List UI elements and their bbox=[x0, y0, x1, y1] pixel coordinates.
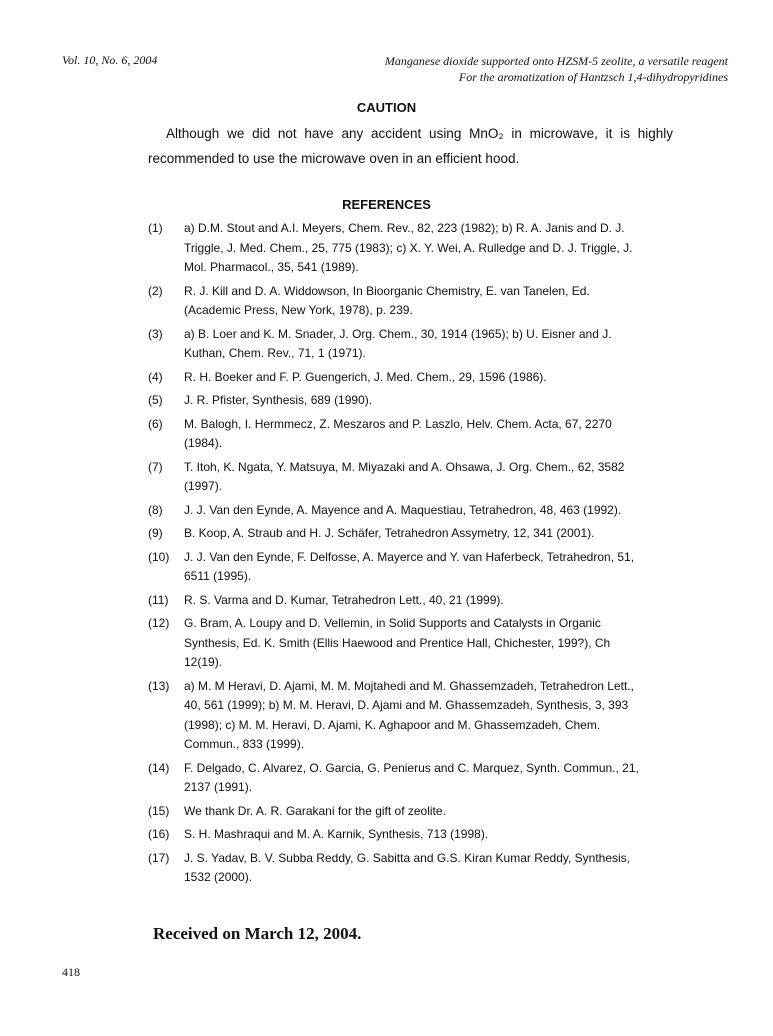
reference-text bbox=[184, 677, 688, 755]
reference-number: (10) bbox=[148, 549, 170, 564]
reference-item bbox=[148, 759, 688, 798]
reference-line: J. S. Yadav, B. V. Subba Reddy, G. Sabitta and G.S. Kiran Kumar Reddy, Synthesis, bbox=[184, 850, 631, 865]
reference-text bbox=[184, 849, 688, 888]
page-number: 418 bbox=[62, 965, 80, 979]
caution-line-1: Although we did not have any accident using MnO₂ in microwave, it is highly bbox=[166, 126, 673, 141]
caution-paragraph bbox=[148, 121, 673, 171]
reference-text bbox=[184, 759, 688, 798]
reference-number: (9) bbox=[148, 526, 163, 540]
reference-line: (1998); c) M. M. Heravi, D. Ajami, K. Aghapoor and M. Ghassemzadeh, Chem. bbox=[184, 717, 601, 732]
reference-number: (4) bbox=[148, 369, 163, 384]
reference-number: (14) bbox=[148, 760, 170, 775]
reference-number: (16) bbox=[148, 827, 170, 841]
reference-line: R. J. Kill and D. A. Widdowson, In Bioorganic Chemistry, E. van Tanelen, Ed. bbox=[184, 283, 590, 298]
reference-item bbox=[148, 677, 688, 755]
reference-text bbox=[184, 548, 688, 587]
reference-line: T. Itoh, K. Ngata, Y. Matsuya, M. Miyazaki and A. Ohsawa, J. Org. Chem., 62, 3582 bbox=[184, 459, 625, 474]
reference-text bbox=[184, 501, 688, 521]
reference-item bbox=[148, 282, 688, 321]
reference-line: B. Koop, A. Straub and H. J. Schäfer, Tetrahedron Assymetry, 12, 341 (2001). bbox=[184, 526, 595, 540]
reference-text bbox=[184, 802, 688, 822]
caution-heading: CAUTION bbox=[356, 100, 417, 115]
reference-text bbox=[184, 458, 688, 497]
reference-line: R. H. Boeker and F. P. Guengerich, J. Med. Chem., 29, 1596 (1986). bbox=[184, 369, 547, 384]
reference-line: G. Bram, A. Loupy and D. Vellemin, in Solid Supports and Catalysts in Organic bbox=[184, 616, 601, 630]
reference-line: a) D.M. Stout and A.I. Meyers, Chem. Rev., 82, 223 (1982); b) R. A. Janis and D. J. bbox=[184, 221, 625, 235]
reference-text bbox=[184, 825, 688, 845]
reference-number: (13) bbox=[148, 678, 170, 693]
reference-line: 12(19). bbox=[184, 655, 223, 669]
reference-line: 6511 (1995). bbox=[184, 569, 252, 583]
reference-line: 2137 (1991). bbox=[184, 780, 253, 794]
reference-number: (11) bbox=[148, 592, 169, 607]
reference-line: J. J. Van den Eynde, A. Mayence and A. Maquestiau, Tetrahedron, 48, 463 (1992). bbox=[184, 502, 622, 517]
reference-number: (2) bbox=[148, 283, 163, 298]
caution-line-2: recommended to use the microwave oven in an efficient hood. bbox=[148, 151, 520, 166]
reference-line: Commun., 833 (1999). bbox=[184, 737, 305, 751]
reference-text bbox=[184, 391, 688, 411]
reference-line: 1532 (2000). bbox=[184, 870, 253, 884]
reference-text bbox=[184, 614, 688, 673]
reference-line: Kuthan, Chem. Rev., 71, 1 (1971). bbox=[184, 346, 366, 360]
reference-item bbox=[148, 501, 688, 521]
reference-number: (1) bbox=[148, 221, 163, 235]
reference-item bbox=[148, 368, 688, 388]
reference-text bbox=[184, 591, 688, 611]
reference-text bbox=[184, 219, 688, 278]
reference-line: Mol. Pharmacol., 35, 541 (1989). bbox=[184, 260, 359, 274]
reference-line: a) B. Loer and K. M. Snader, J. Org. Chem., 30, 1914 (1965); b) U. Eisner and J. bbox=[184, 326, 612, 341]
reference-line: a) M. M Heravi, D. Ajami, M. M. Mojtahedi and M. Ghassemzadeh, Tetrahedron Lett., bbox=[184, 678, 634, 693]
reference-item bbox=[148, 802, 688, 822]
reference-number: (6) bbox=[148, 416, 163, 431]
reference-line: (1997). bbox=[184, 479, 223, 493]
references-heading: REFERENCES bbox=[342, 197, 431, 212]
reference-line: J. J. Van den Eynde, F. Delfosse, A. Mayerce and Y. van Haferbeck, Tetrahedron, 51, bbox=[184, 549, 635, 564]
reference-text bbox=[184, 415, 688, 454]
reference-line: R. S. Varma and D. Kumar, Tetrahedron Lett., 40, 21 (1999). bbox=[184, 592, 504, 607]
reference-item bbox=[148, 391, 688, 411]
reference-line: Synthesis, Ed. K. Smith (Ellis Haewood and Prentice Hall, Chichester, 199?), Ch bbox=[184, 635, 611, 650]
reference-text bbox=[184, 282, 688, 321]
reference-text bbox=[184, 524, 688, 544]
reference-item bbox=[148, 591, 688, 611]
reference-list bbox=[148, 219, 688, 892]
reference-number: (15) bbox=[148, 803, 170, 818]
reference-item bbox=[148, 548, 688, 587]
reference-item bbox=[148, 415, 688, 454]
reference-text bbox=[184, 368, 688, 388]
reference-number: (8) bbox=[148, 502, 163, 517]
reference-line: Triggle, J. Med. Chem., 25, 775 (1983); c) X. Y. Wei, A. Rulledge and D. J. Triggle, J. bbox=[184, 240, 633, 255]
received-date: Received on March 12, 2004. bbox=[153, 924, 362, 943]
reference-item bbox=[148, 614, 688, 673]
running-header-left: Vol. 10, No. 6, 2004 bbox=[62, 53, 158, 67]
reference-number: (7) bbox=[148, 459, 163, 474]
reference-item bbox=[148, 524, 688, 544]
reference-line: S. H. Mashraqui and M. A. Karnik, Synthesis, 713 (1998). bbox=[184, 827, 489, 841]
reference-item bbox=[148, 849, 688, 888]
reference-text bbox=[184, 325, 688, 364]
reference-line: (1984). bbox=[184, 436, 223, 450]
reference-line: M. Balogh, I. Hermmecz, Z. Meszaros and P. Laszlo, Helv. Chem. Acta, 67, 2270 bbox=[184, 416, 612, 431]
reference-line: (Academic Press, New York, 1978), p. 239. bbox=[184, 303, 413, 317]
reference-line: We thank Dr. A. R. Garakani for the gift of zeolite. bbox=[184, 803, 446, 818]
reference-number: (17) bbox=[148, 850, 170, 865]
reference-number: (5) bbox=[148, 393, 163, 407]
reference-line: F. Delgado, C. Alvarez, O. Garcia, G. Penierus and C. Marquez, Synth. Commun., 21, bbox=[184, 760, 639, 775]
running-header-right bbox=[385, 53, 728, 85]
reference-number: (12) bbox=[148, 616, 170, 630]
running-header-right-line2: For the aromatization of Hantzsch 1,4-dihydropyridines bbox=[458, 70, 728, 84]
reference-number: (3) bbox=[148, 326, 163, 341]
reference-item bbox=[148, 825, 688, 845]
reference-line: 40, 561 (1999); b) M. M. Heravi, D. Ajami and M. Ghassemzadeh, Synthesis, 3, 393 bbox=[184, 698, 629, 712]
reference-item bbox=[148, 325, 688, 364]
reference-item bbox=[148, 219, 688, 278]
running-header-right-line1: Manganese dioxide supported onto HZSM-5 zeolite, a versatile reagent bbox=[384, 54, 728, 68]
reference-line: J. R. Pfister, Synthesis, 689 (1990). bbox=[184, 393, 373, 407]
reference-item bbox=[148, 458, 688, 497]
